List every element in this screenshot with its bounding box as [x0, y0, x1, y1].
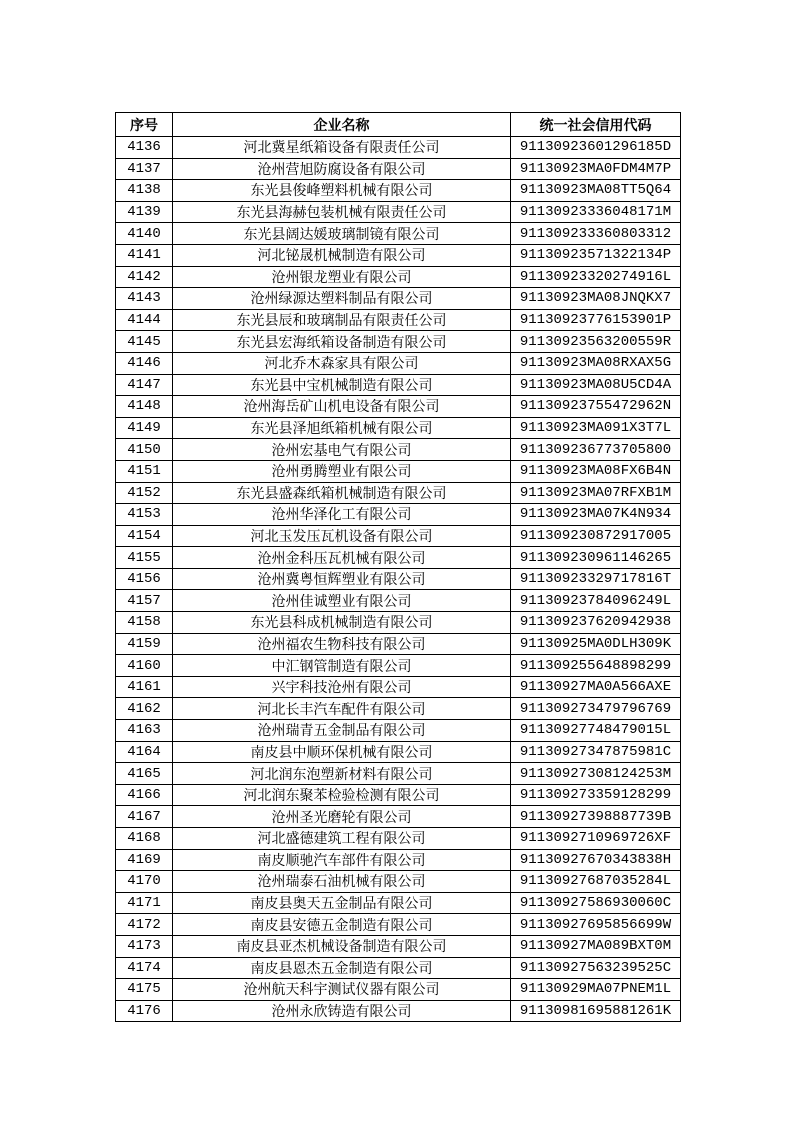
table-body [116, 137, 681, 1022]
company-name-cell: 南皮县恩杰五金制造有限公司 [173, 957, 511, 979]
credit-code-cell: 911309273479796769 [511, 698, 681, 720]
table-row [116, 871, 681, 893]
row-index-cell: 4153 [116, 504, 173, 526]
table-row [116, 309, 681, 331]
credit-code-cell: 91130927670343838H [511, 849, 681, 871]
credit-code-cell: 91130927308124253M [511, 763, 681, 785]
company-name-cell: 东光县中宝机械制造有限公司 [173, 374, 511, 396]
company-name-cell: 沧州福农生物科技有限公司 [173, 633, 511, 655]
row-index-cell: 4145 [116, 331, 173, 353]
table-row [116, 892, 681, 914]
table-row [116, 504, 681, 526]
company-name-cell: 南皮县亚杰机械设备制造有限公司 [173, 935, 511, 957]
company-name-cell: 河北铋晟机械制造有限公司 [173, 244, 511, 266]
table-row [116, 741, 681, 763]
row-index-cell: 4146 [116, 352, 173, 374]
table-row [116, 374, 681, 396]
table-row [116, 633, 681, 655]
table-row [116, 935, 681, 957]
table-row [116, 914, 681, 936]
row-index-cell: 4165 [116, 763, 173, 785]
row-index-cell: 4171 [116, 892, 173, 914]
company-name-cell: 河北玉发压瓦机设备有限公司 [173, 525, 511, 547]
row-index-cell: 4137 [116, 158, 173, 180]
credit-code-cell: 91130923571322134P [511, 244, 681, 266]
table-row [116, 439, 681, 461]
row-index-cell: 4143 [116, 288, 173, 310]
header-index: 序号 [116, 113, 173, 137]
table-row [116, 525, 681, 547]
company-name-cell: 沧州宏基电气有限公司 [173, 439, 511, 461]
table-row [116, 417, 681, 439]
table-row [116, 676, 681, 698]
company-name-cell: 东光县宏海纸箱设备制造有限公司 [173, 331, 511, 353]
company-name-cell: 东光县俊峰塑料机械有限公司 [173, 180, 511, 202]
company-name-cell: 东光县阔达媛玻璃制镜有限公司 [173, 223, 511, 245]
row-index-cell: 4140 [116, 223, 173, 245]
table-row [116, 763, 681, 785]
row-index-cell: 4170 [116, 871, 173, 893]
credit-code-cell: 91130923MA091X3T7L [511, 417, 681, 439]
table-row [116, 720, 681, 742]
credit-code-cell: 91130923776153901P [511, 309, 681, 331]
credit-code-cell: 91130927398887739B [511, 806, 681, 828]
credit-code-cell: 91130923784096249L [511, 590, 681, 612]
company-name-cell: 沧州瑞泰石油机械有限公司 [173, 871, 511, 893]
company-name-cell: 沧州营旭防腐设备有限公司 [173, 158, 511, 180]
row-index-cell: 4152 [116, 482, 173, 504]
row-index-cell: 4162 [116, 698, 173, 720]
row-index-cell: 4141 [116, 244, 173, 266]
company-name-cell: 东光县盛森纸箱机械制造有限公司 [173, 482, 511, 504]
table-row [116, 288, 681, 310]
credit-code-cell: 91130923MA0FDM4M7P [511, 158, 681, 180]
company-name-cell: 东光县科成机械制造有限公司 [173, 612, 511, 634]
company-name-cell: 沧州冀粤恒辉塑业有限公司 [173, 568, 511, 590]
credit-code-cell: 91130923601296185D [511, 137, 681, 159]
table-row [116, 352, 681, 374]
company-name-cell: 沧州佳诚塑业有限公司 [173, 590, 511, 612]
row-index-cell: 4175 [116, 979, 173, 1001]
row-index-cell: 4136 [116, 137, 173, 159]
row-index-cell: 4144 [116, 309, 173, 331]
credit-code-cell: 91130927MA089BXT0M [511, 935, 681, 957]
credit-code-cell: 91130927695856699W [511, 914, 681, 936]
credit-code-cell: 911309236773705800 [511, 439, 681, 461]
table-row [116, 158, 681, 180]
credit-code-cell: 911309237620942938 [511, 612, 681, 634]
credit-code-cell: 91130923336048171M [511, 201, 681, 223]
row-index-cell: 4164 [116, 741, 173, 763]
header-credit-code: 统一社会信用代码 [511, 113, 681, 137]
company-name-cell: 东光县泽旭纸箱机械有限公司 [173, 417, 511, 439]
company-name-cell: 沧州圣光磨轮有限公司 [173, 806, 511, 828]
table-row [116, 828, 681, 850]
credit-code-cell: 9113092710969726XF [511, 828, 681, 850]
credit-code-cell: 91130923320274916L [511, 266, 681, 288]
row-index-cell: 4151 [116, 460, 173, 482]
table-row [116, 957, 681, 979]
credit-code-cell: 91130927563239525C [511, 957, 681, 979]
credit-code-cell: 91130923329717816T [511, 568, 681, 590]
credit-code-cell: 911309233360803312 [511, 223, 681, 245]
row-index-cell: 4155 [116, 547, 173, 569]
company-name-cell: 河北盛德建筑工程有限公司 [173, 828, 511, 850]
company-name-cell: 沧州华泽化工有限公司 [173, 504, 511, 526]
row-index-cell: 4167 [116, 806, 173, 828]
row-index-cell: 4176 [116, 1000, 173, 1022]
table-row [116, 137, 681, 159]
company-name-cell: 沧州金科压瓦机械有限公司 [173, 547, 511, 569]
credit-code-cell: 911309273359128299 [511, 784, 681, 806]
company-table [115, 112, 681, 1022]
credit-code-cell: 91130927586930060C [511, 892, 681, 914]
company-name-cell: 河北长丰汽车配件有限公司 [173, 698, 511, 720]
credit-code-cell: 911309255648898299 [511, 655, 681, 677]
company-name-cell: 中汇钢管制造有限公司 [173, 655, 511, 677]
credit-code-cell: 91130923MA08U5CD4A [511, 374, 681, 396]
row-index-cell: 4161 [116, 676, 173, 698]
row-index-cell: 4168 [116, 828, 173, 850]
table-row [116, 806, 681, 828]
table-row [116, 547, 681, 569]
table-row [116, 979, 681, 1001]
row-index-cell: 4174 [116, 957, 173, 979]
row-index-cell: 4159 [116, 633, 173, 655]
company-name-cell: 沧州海岳矿山机电设备有限公司 [173, 396, 511, 418]
company-name-cell: 兴宇科技沧州有限公司 [173, 676, 511, 698]
table-row [116, 460, 681, 482]
row-index-cell: 4158 [116, 612, 173, 634]
company-name-cell: 南皮县奥天五金制品有限公司 [173, 892, 511, 914]
row-index-cell: 4163 [116, 720, 173, 742]
table-row [116, 482, 681, 504]
credit-code-cell: 91130923MA07K4N934 [511, 504, 681, 526]
row-index-cell: 4147 [116, 374, 173, 396]
company-name-cell: 沧州银龙塑业有限公司 [173, 266, 511, 288]
credit-code-cell: 91130923MA08TT5Q64 [511, 180, 681, 202]
company-name-cell: 河北润东聚苯检验检测有限公司 [173, 784, 511, 806]
table-header-row [116, 113, 681, 137]
table-row [116, 331, 681, 353]
credit-code-cell: 91130927748479015L [511, 720, 681, 742]
company-name-cell: 沧州绿源达塑料制品有限公司 [173, 288, 511, 310]
credit-code-cell: 91130923563200559R [511, 331, 681, 353]
table-row [116, 1000, 681, 1022]
company-name-cell: 南皮顺驰汽车部件有限公司 [173, 849, 511, 871]
company-name-cell: 河北乔木森家具有限公司 [173, 352, 511, 374]
header-company-name: 企业名称 [173, 113, 511, 137]
row-index-cell: 4156 [116, 568, 173, 590]
row-index-cell: 4142 [116, 266, 173, 288]
company-name-cell: 南皮县安德五金制造有限公司 [173, 914, 511, 936]
company-name-cell: 东光县辰和玻璃制品有限责任公司 [173, 309, 511, 331]
table-row [116, 784, 681, 806]
table-row [116, 612, 681, 634]
row-index-cell: 4149 [116, 417, 173, 439]
table-row [116, 201, 681, 223]
credit-code-cell: 91130929MA07PNEM1L [511, 979, 681, 1001]
row-index-cell: 4166 [116, 784, 173, 806]
row-index-cell: 4139 [116, 201, 173, 223]
credit-code-cell: 91130923MA08FX6B4N [511, 460, 681, 482]
row-index-cell: 4169 [116, 849, 173, 871]
row-index-cell: 4173 [116, 935, 173, 957]
row-index-cell: 4150 [116, 439, 173, 461]
row-index-cell: 4148 [116, 396, 173, 418]
row-index-cell: 4138 [116, 180, 173, 202]
company-name-cell: 东光县海赫包装机械有限责任公司 [173, 201, 511, 223]
credit-code-cell: 91130923755472962N [511, 396, 681, 418]
credit-code-cell: 91130927347875981C [511, 741, 681, 763]
table-row [116, 223, 681, 245]
credit-code-cell: 91130927687035284L [511, 871, 681, 893]
company-name-cell: 沧州航天科宇测试仪器有限公司 [173, 979, 511, 1001]
credit-code-cell: 911309230872917005 [511, 525, 681, 547]
credit-code-cell: 91130927MA0A566AXE [511, 676, 681, 698]
row-index-cell: 4160 [116, 655, 173, 677]
table-row [116, 396, 681, 418]
table-row [116, 698, 681, 720]
credit-code-cell: 91130925MA0DLH309K [511, 633, 681, 655]
table-row [116, 244, 681, 266]
table-row [116, 590, 681, 612]
table-row [116, 849, 681, 871]
credit-code-cell: 91130923MA08RXAX5G [511, 352, 681, 374]
company-name-cell: 沧州瑞青五金制品有限公司 [173, 720, 511, 742]
company-name-cell: 河北润东泡塑新材料有限公司 [173, 763, 511, 785]
table-row [116, 180, 681, 202]
credit-code-cell: 91130923MA07RFXB1M [511, 482, 681, 504]
company-name-cell: 河北冀星纸箱设备有限责任公司 [173, 137, 511, 159]
company-name-cell: 沧州勇腾塑业有限公司 [173, 460, 511, 482]
row-index-cell: 4157 [116, 590, 173, 612]
table-row [116, 266, 681, 288]
credit-code-cell: 91130981695881261K [511, 1000, 681, 1022]
row-index-cell: 4154 [116, 525, 173, 547]
table-row [116, 568, 681, 590]
company-name-cell: 南皮县中顺环保机械有限公司 [173, 741, 511, 763]
row-index-cell: 4172 [116, 914, 173, 936]
table-row [116, 655, 681, 677]
credit-code-cell: 91130923MA08JNQKX7 [511, 288, 681, 310]
credit-code-cell: 911309230961146265 [511, 547, 681, 569]
company-name-cell: 沧州永欣铸造有限公司 [173, 1000, 511, 1022]
